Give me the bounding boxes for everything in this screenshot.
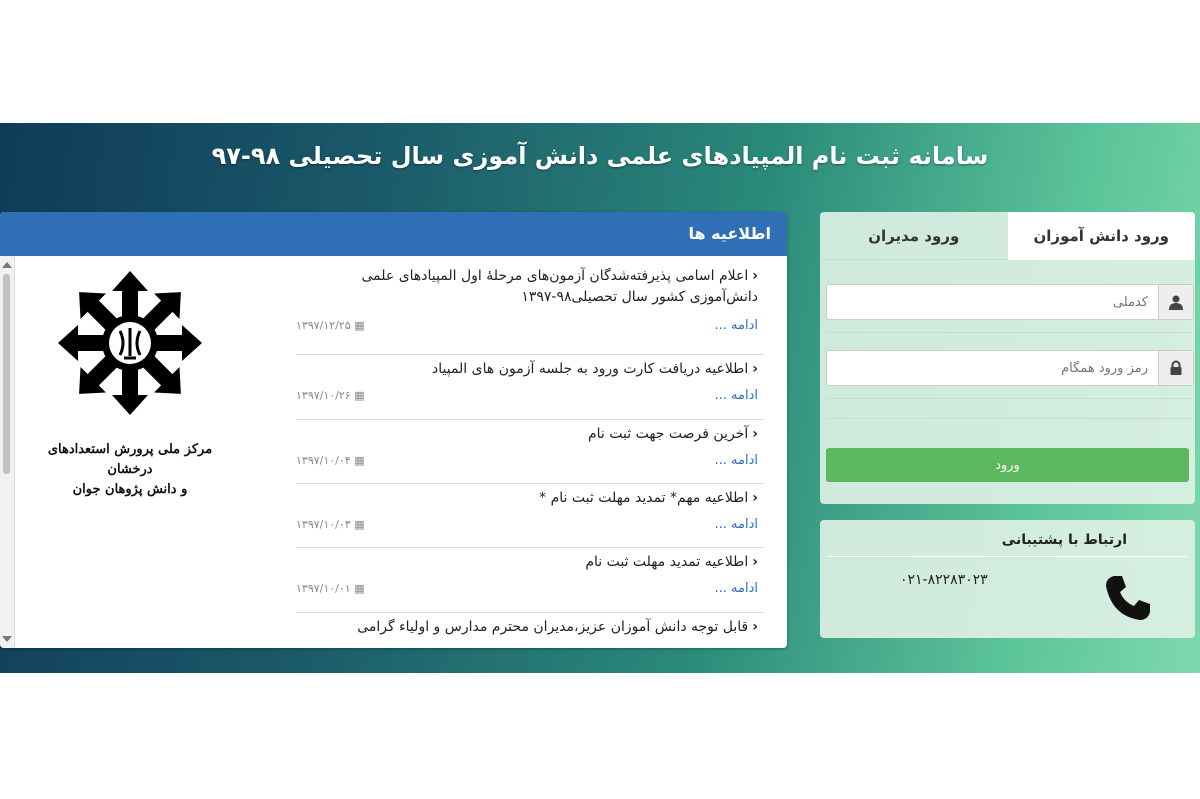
notice-link[interactable] (296, 266, 758, 308)
notice-title: اطلاعیه مهم* تمدید مهلت ثبت نام * (539, 490, 749, 506)
national-code-input[interactable] (827, 285, 1158, 319)
divider (826, 418, 1192, 419)
notice-item (296, 613, 764, 651)
chevron-left-icon: ‹ (752, 490, 758, 506)
login-button[interactable]: ورود (826, 448, 1189, 482)
notice-list (296, 262, 764, 651)
chevron-left-icon: ‹ (752, 268, 758, 284)
divider (826, 332, 1192, 333)
password-field (826, 350, 1194, 386)
notice-date: ۱۳۹۷/۱۰/۰۱ ▦ (296, 582, 365, 595)
notice-item (296, 262, 764, 355)
tab-student-login[interactable]: ورود دانش آموزان (1008, 212, 1196, 260)
notice-title: قابل توجه دانش آموزان عزیز،مدیران محترم مدارس و اولیاء گرامی (357, 619, 749, 635)
divider (826, 398, 1192, 399)
notice-item (296, 420, 764, 484)
logo-caption-line1: مرکز ملی پرورش استعدادهای درخشان (47, 442, 213, 477)
notice-date: ۱۳۹۷/۱۰/۰۴ ▦ (296, 454, 365, 467)
logo-caption-line2: و دانش پژوهان جوان (72, 482, 188, 497)
calendar-icon: ▦ (354, 319, 365, 332)
notice-title: اطلاعیه دریافت کارت ورود به جلسه آزمون های المپیاد (432, 361, 749, 377)
notice-date: ۱۳۹۷/۱۰/۲۶ ▦ (296, 389, 365, 402)
calendar-icon: ▦ (354, 454, 365, 467)
calendar-icon: ▦ (354, 518, 365, 531)
calendar-icon: ▦ (354, 389, 365, 402)
notice-title: اعلام اسامی پذیرفته‌شدگان آزمون‌های مرحلهٔ اول المپیادهای علمی دانش‌آموزی کشور سال تحصیلی۹۸-۱۳۹۷ (361, 268, 758, 305)
notice-link[interactable] (296, 617, 758, 638)
notice-link[interactable] (296, 359, 758, 380)
read-more-link[interactable]: ادامه ... (714, 318, 758, 333)
support-title: ارتباط با پشتیبانی (828, 520, 1187, 557)
page-title: سامانه ثبت نام المپیادهای علمی دانش آموزی سال تحصیلی ۹۸-۹۷ (211, 142, 989, 170)
support-panel (820, 520, 1195, 638)
user-icon (1158, 285, 1193, 319)
notice-link[interactable] (296, 552, 758, 573)
password-input[interactable] (827, 351, 1158, 385)
notice-title: اطلاعیه تمدید مهلت ثبت نام (585, 554, 749, 570)
notice-item (296, 548, 764, 613)
read-more-link[interactable]: ادامه ... (714, 388, 758, 403)
notice-link[interactable] (296, 424, 758, 445)
chevron-left-icon: ‹ (752, 426, 758, 442)
notices-header: اطلاعیه ها (0, 212, 787, 256)
support-phone: ۰۲۱-۸۲۲۸۳۰۲۳ (900, 572, 988, 588)
login-panel (820, 212, 1195, 504)
tab-manager-login[interactable]: ورود مدیران (820, 212, 1008, 260)
chevron-left-icon: ‹ (752, 554, 758, 570)
read-more-link[interactable]: ادامه ... (714, 581, 758, 596)
scrollbar[interactable] (0, 256, 15, 648)
phone-icon (1102, 572, 1154, 624)
logo-caption (40, 440, 220, 500)
read-more-link[interactable]: ادامه ... (714, 517, 758, 532)
chevron-left-icon: ‹ (752, 619, 758, 635)
scroll-up-icon[interactable] (2, 262, 12, 268)
notice-link[interactable] (296, 488, 758, 509)
lock-icon (1158, 351, 1193, 385)
notice-title: آخرین فرصت جهت ثبت نام (587, 426, 749, 442)
notice-date: ۱۳۹۷/۱۰/۰۳ ▦ (296, 518, 365, 531)
login-tabs (820, 212, 1195, 260)
calendar-icon: ▦ (354, 582, 365, 595)
scroll-thumb[interactable] (3, 274, 10, 474)
national-code-field (826, 284, 1194, 320)
notice-date: ۱۳۹۷/۱۲/۲۵ ▦ (296, 319, 365, 332)
scroll-down-icon[interactable] (2, 636, 12, 642)
notice-item (296, 484, 764, 548)
chevron-left-icon: ‹ (752, 361, 758, 377)
notice-item (296, 355, 764, 420)
read-more-link[interactable]: ادامه ... (714, 453, 758, 468)
